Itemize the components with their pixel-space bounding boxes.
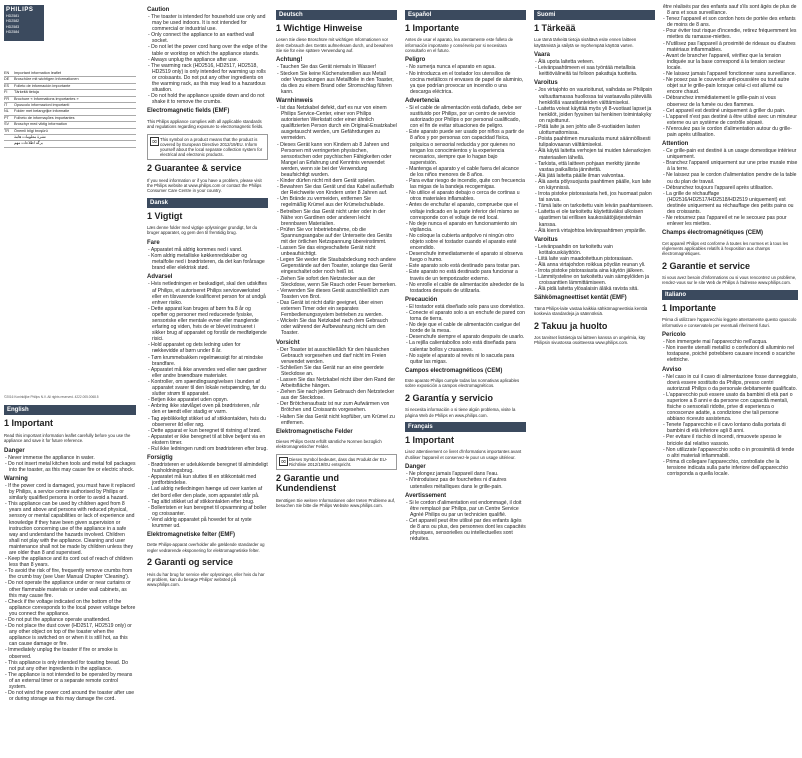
attention-heading: Attention	[662, 141, 689, 148]
toc-language-code: TR	[4, 128, 10, 133]
list-item: - Älä pidä laitetta ylösalaisin äläkä ravista sitä.	[535, 286, 639, 293]
cover-column	[0, 0, 140, 758]
fare-heading: Fare	[147, 240, 160, 247]
list-item: - Laitetta ei ole tarkoitettu käytettäväksi ulkoisen ajastimen tai erillisen kaukosäätöjärjestelmän kanssa.	[535, 209, 644, 228]
es-heading: 1 Importante	[405, 23, 460, 33]
takuu-heading: 2 Takuu ja huolto	[534, 320, 608, 331]
language-toc	[4, 71, 136, 148]
fr-garantie-heading: 2 Garantie et service	[662, 260, 751, 271]
toc-label: Folheto de informações importantes	[14, 115, 75, 120]
list-item: - Non inserite utensili metallici o confezioni di alluminio nel tostapane, poiché potrebbero causare incendi o scariche elettriche.	[663, 345, 795, 364]
list-item: - Este aparato no está destinado para funcionar a través de un temporizador externo.	[406, 269, 518, 282]
list-item: - Apparatet må ikke anvendes ved eller nær gardiner eller andre brændbare materialer.	[148, 366, 267, 379]
list-item: - Verwenden Sie dieses Gerät ausschließlich zum Toasten von Brot.	[277, 287, 390, 300]
fr-danger-heading: Danger	[405, 464, 426, 471]
toc-language-code: DE	[4, 77, 10, 82]
list-item: - Do not let the power cord hang over the edge of the table or worktop on which the appliance stands.	[148, 44, 268, 57]
precaucion-list	[405, 304, 526, 365]
varo-heading: Varoitus	[534, 236, 558, 243]
list-item: - Leivänpaahtimeen ei saa työntää metallisia keittiövälineitä tai folioon pakattuja tuotteita.	[535, 65, 638, 78]
list-item: - Este aparato puede ser usado por niños a partir de 8 años y por personas con capacidad física, psíquica o sensorial reducida y por quienes no tengan los conocimientos y la experiencia necesarios, siempre que lo hagan bajo supervisión.	[406, 129, 525, 166]
list-item: - Älä anna virtajohdon roikkua pöydän reunan yli.	[535, 262, 646, 268]
fi-heading: 1 Tärkeää	[534, 23, 576, 33]
forsigtig-list	[147, 462, 268, 529]
emf-heading: Electromagnetic fields (EMF)	[147, 108, 230, 115]
recycle-bin-icon: ⌧	[279, 457, 288, 466]
fare-list	[147, 247, 268, 271]
list-item: - Do not operate the appliance under or near curtains or other flammable materials or under wall cabinets, as this may cause fire.	[5, 580, 131, 599]
achtung-heading: Achtung!	[276, 57, 303, 64]
fi-emf-text: Tämä Philips-laite vastaa kaikkia sähkömagneettisia kenttiä koskevia standardeja ja säännöksiä.	[534, 305, 648, 317]
caution-heading: Caution	[147, 7, 170, 13]
fr-cem-text: Cet appareil Philips est conforme à toutes les normes et à tous les règlements applicables relatifs à l'exposition aux champs électromagnétiques.	[662, 240, 789, 257]
italiano-bar: Italiano	[662, 290, 798, 300]
list-item: - Der Toaster ist ausschließlich für den häuslichen Gebrauch vorgesehen und darf nicht im Freien verwendet werden.	[277, 346, 390, 365]
list-item: - Conecte el aparato solo a un enchufe de pared con toma de tierra.	[406, 309, 525, 323]
list-item: - Leivänpaahdin on tarkoitettu vain kotitalouskäyttöön.	[535, 243, 613, 256]
de-recycle-note: ⌧ Dieses Symbol bedeutet, dass das Produkt der EU-Richtlinie 2012/19/EU entspricht.	[276, 454, 397, 470]
list-item: - N'enroulez pas le cordon d'alimentation autour du grille-pain après utilisation.	[663, 125, 792, 138]
list-item: - Dette apparat kan bruges af børn fra 8 år og opefter og personer med reducerede fysiske, sensoriske eller mentale evner eller manglende erfaring og viden, hvis de er blevet instrueret i sikker brug af apparatet og forstår de medfølgende risici.	[148, 305, 267, 343]
list-item: - No deje que el cable de alimentación cuelgue del borde de la mesa.	[406, 322, 521, 335]
cem-heading: Campos electromagnéticos (CEM)	[405, 367, 503, 374]
warnhinweis-heading: Warnhinweis	[276, 97, 313, 104]
list-item: - Poista paahtimen murualusta murut säännöllisesti tulipalovaaran välttämiseksi.	[535, 136, 651, 149]
list-item: - Desenchufe siempre el aparato después de usarlo.	[406, 334, 525, 341]
fr-continued-list	[662, 4, 798, 138]
english-heading: 1 Important	[4, 418, 54, 429]
list-item: - Hold apparatet og dets ledning uden for rækkevidde af børn under 8 år.	[148, 342, 241, 355]
attention-list	[662, 148, 798, 227]
advertencia-list	[405, 105, 526, 294]
model-3: HD2583	[6, 24, 20, 29]
de-heading: 1 Wichtige Hinweise	[276, 23, 363, 33]
list-item: - Prima di collegare l'apparecchio, controllate che la tensione indicata sulla parte inferiore dell'apparecchio corrisponda a quella locale.	[663, 458, 789, 478]
list-item: - Nel caso in cui il cavo di alimentazione fosse danneggiato, dovrà essere sostituito da Philips, presso centri autorizzati Philips o da personale debitamente qualificato.	[663, 373, 798, 392]
list-item: - Halten Sie das Gerät nicht kopfüber, um Krümel zu entfernen.	[277, 413, 395, 426]
avertissement-heading: Avertissement	[405, 492, 447, 499]
list-item: - No utilice el aparato debajo o cerca de cortinas u otros materiales inflamables.	[406, 190, 520, 203]
list-item: - Tenete l'apparecchio e il cavo lontano dalla portata di bambini di età inferiore agli 8 anni.	[663, 422, 786, 435]
achtung-list	[276, 64, 397, 94]
list-item: - Immediately unplug the toaster if fire or smoke is observed.	[5, 647, 118, 660]
list-item: - Pidä laite ja sen johto alle 8-vuotiaiden lasten ulottumattomissa.	[535, 124, 641, 137]
english-danger-list	[4, 455, 136, 473]
list-item: - Ce grille-pain est destiné à un usage domestique intérieur uniquement.	[663, 148, 797, 161]
english-warning-list	[4, 483, 136, 702]
list-item: - The appliance is not intended to be operated by means of an external timer or a separate remote control system.	[5, 671, 133, 691]
garantia-heading: 2 Garantía y servicio	[405, 392, 494, 403]
toc-language-code	[4, 141, 14, 146]
espanol-bar: Español	[405, 10, 526, 20]
garantia-text: Si necesita información o si tiene algún problema, visite la página Web de Philips en www.philips.com.	[405, 407, 516, 418]
list-item: - Älä upota laitetta veteen.	[535, 59, 595, 66]
list-item: - Apparatet må aldrig kommes ned i vand.	[148, 247, 243, 254]
toc-label: Opuscolo informazioni importanti	[14, 102, 70, 107]
list-item: - Ne retournez pas l'appareil et ne le secouez pas pour enlever les miettes.	[663, 215, 787, 228]
vigtigt-heading: 1 Vigtigt	[147, 210, 183, 221]
list-item: - L'apparecchio può essere usato da bambini di età pari o superiore a 8 anni e da persone con capacità mentali, fisiche o sensoriali ridotte, prive di esperienza o conoscenze adatte, a condizione che tali persone abbiano ricevuto assistenza.	[663, 391, 793, 423]
list-item: - Do not hold the appliance upside down and do not shake it to remove the crumbs.	[148, 93, 265, 106]
list-item: - No sumerja nunca el aparato en agua.	[406, 64, 496, 71]
emf-text: This Philips appliance complies with all applicable standards and regulations regarding exposure to electromagnetic fields.	[147, 118, 264, 129]
toc-label: Important information leaflet	[14, 71, 62, 75]
list-item: - Ne laissez pas le cordon d'alimentation pendre de la table ou du plan de travail.	[663, 172, 797, 185]
toc-label: Broschüre mit wichtigen Informationen	[14, 77, 79, 82]
english-section	[4, 405, 136, 702]
list-item: - Betreiben Sie das Gerät nicht unter oder in der Nähe von Gardinen oder anderen leicht brennbaren Materialien.	[277, 208, 386, 227]
list-item: - Stecken Sie keine Küchenutensilien aus Metall oder Verpackungen aus Metallfolie in den Toaster, da dies zu einem Brand oder Stromschlag führen kann.	[277, 70, 394, 95]
toc-label: Önemli bilgi broşürü	[14, 128, 48, 133]
fr-garantie-text: Si vous avez besoin d'informations ou si vous rencontrez un problème, rendez-vous sur le site Web de Philips à l'adresse www.philips.com.	[662, 275, 797, 286]
brand-block	[4, 5, 44, 41]
list-item: - Si el cable de alimentación está dañado, debe ser sustituido por Philips, por un centro de servicio autorizado por Philips o por personal cualificado, con el fin de evitar situaciones de peligro.	[406, 104, 522, 130]
list-item: - Ne laissez jamais l'appareil fonctionner sans surveillance.	[663, 71, 796, 78]
list-item: - Bewahren Sie das Gerät und das Kabel außerhalb der Reichweite von Kindern unter 8 Jahren auf.	[277, 184, 394, 197]
guarantee-heading: 2 Guarantee & service	[147, 163, 242, 174]
varoitus-list	[534, 87, 655, 233]
list-item: - Schließen Sie das Gerät nur an eine geerdete Steckdose an.	[277, 364, 384, 377]
de-emf-heading: Elektromagnetische Felder	[276, 428, 353, 435]
es-intro: Antes de usar el aparato, lea atentamente este folleto de información importante y consérvelo por si necesitara consultarlo en el futuro.	[405, 37, 513, 53]
recycle-note: ⌧ This symbol on a product means that the product is covered by European Directive 2012/19/EU. Inform yourself about the local separate collection system for electrical and electronic products.	[147, 134, 268, 161]
list-item: - Hvis netledningen er beskadiget, skal den udskiftes af Philips, et autoriseret Philips serviceværksted eller en tilsvarende kvalificeret person for at undgå enhver risiko.	[148, 281, 267, 306]
list-item: - Avant de brancher l'appareil, vérifiez que la tension indiquée sur la base correspond à la tension secteur locale.	[663, 52, 786, 71]
list-item: - Apparatet må kun sluttes til en stikkontakt med jordforbindelse.	[148, 474, 257, 487]
list-item: - Tauchen Sie das Gerät niemals in Wasser!	[277, 64, 377, 71]
list-item: - Ziehen Sie nach jedem Gebrauch den Netzstecker aus der Steckdose.	[277, 389, 395, 402]
model-4: HD2584	[6, 30, 20, 35]
list-item: - This appliance can be used by children aged from 8 years and above and persons with reduced physical, sensory or mental capabilities or lack of experience and knowledge if they have been given supervision or instruction concerning use of the appliance in a safe way and understand the hazards involved. Children shall not play with the appliance. Cleaning and user maintenance shall not be made by children unless they are older than 8 and supervised.	[5, 501, 135, 556]
list-item: - El tostador está diseñado solo para uso doméstico.	[406, 303, 525, 310]
philips-logo: PHILIPS	[6, 7, 34, 13]
list-item: - Bollerristen er kun beregnet til opvarmning af boller og croissanter.	[148, 504, 267, 517]
list-item: - Per evitare il rischio di incendi, rimuovete spesso le briciole dal relativo vassoio.	[663, 434, 782, 447]
varoitus-heading: Varoitus	[534, 80, 558, 87]
list-item: - Débranchez toujours l'appareil après utilisation.	[663, 184, 773, 191]
list-item: - Do not wind the power cord around the toaster after use or during storage as this may damage the cord.	[5, 690, 135, 703]
list-item: - Si le cordon d'alimentation est endommagé, il doit être remplacé par Philips, par un Centre Service Agréé Philips ou par un technicien qualifié.	[406, 499, 522, 518]
warnhinweis-list	[276, 105, 397, 337]
list-item: - Always unplug the appliance after use.	[148, 56, 239, 63]
list-item: - No sujete el aparato al revés ni lo sacuda para quitar las migas.	[406, 352, 515, 365]
toc-label: Folleto de información importante	[14, 83, 71, 88]
toc-language-code: NL	[4, 109, 9, 114]
suomi-bar: Suomi	[534, 10, 655, 20]
toc-language-code: IT	[4, 102, 8, 107]
list-item: - Tag øjeblikkeligt stikket ud af stikkontakten, hvis du observerer ild eller røg.	[148, 415, 266, 428]
emf-da-heading: Elektromagnetiske felter (EMF)	[147, 532, 236, 539]
list-item: - Legen Sie weder die Staubabdeckung noch andere Gegenstände auf den Toaster, solange das Gerät eingeschaltet oder noch heiß ist.	[277, 257, 396, 276]
emf-da-text: Dette Philips-apparat overholder alle gældende standarder og regler vedrørende eksponering for elektromagnetiske felter.	[147, 542, 265, 553]
fi-intro: Lue tämä tärkeitä tietoja sisältävä esite ennen laitteen käyttämistä ja säilytä se myöhempää käyttöä varten.	[534, 37, 637, 48]
toc-language-code: SV	[4, 122, 10, 127]
toc-label: نشرة معلومات هامة	[14, 134, 46, 139]
fr-cem-heading: Champs électromagnétiques (CEM)	[662, 230, 764, 237]
english-bar: English	[4, 405, 136, 415]
list-item: - Cet appareil peut être utilisé par des enfants âgés de 8 ans ou plus, des personnes dont les capacités physiques, sensorielles ou intellectuelles sont réduites.	[406, 517, 526, 543]
garanti-text: Hvis du har brug for service eller oplysninger, eller hvis du har et problem, kan du besøge Philips' websted på www.philips.com.	[147, 571, 265, 588]
list-item: - Irrota pistoke pistorasiasta aina käytön jälkeen.	[535, 268, 645, 275]
fi-emf-heading: Sähkömagneettiset kentät (EMF)	[534, 295, 627, 302]
list-item: - Dette apparat er kun beregnet til ristning af brød.	[148, 427, 261, 434]
list-item: - No deje nunca el aparato en funcionamiento sin vigilancia.	[406, 220, 518, 233]
model-2: HD2582	[6, 19, 20, 24]
de-intro: Lesen Sie diese Broschüre mit wichtigen Informationen vor dem Gebrauch des Geräts aufmerksam durch, und bewahren Sie sie für eine spätere Verwendung auf.	[276, 37, 394, 53]
column-2	[145, 0, 270, 758]
list-item: - Kontroller, om spændingsangivelsen i bunden af apparatet svarer til den lokale netspænding, før du slutter strøm til apparatet.	[148, 378, 266, 398]
list-item: - Lämmitysteline on tarkoitettu vain sämpylöiden ja croissanttien lämmittämiseen.	[535, 274, 650, 287]
list-item: - Der Brötchenaufsatz ist nur zum Aufwärmen von Brötchen und Croissants vorgesehen.	[277, 401, 390, 414]
list-item: - Keep the appliance and its cord out of reach of children less than 8 years.	[5, 556, 133, 569]
list-item: - Non immergete mai l'apparecchio nell'acqua.	[663, 339, 768, 346]
list-item: - This appliance is only intended for toasting bread. Do not put any other ingredients in the appliance.	[5, 659, 129, 672]
avertissement-list	[405, 500, 526, 543]
toc-label: Folder met belangrijke informatie	[14, 109, 70, 114]
list-item: - Mantenga el aparato y el cable fuera del alcance de los niños menores de 8 años.	[406, 165, 519, 178]
list-item: - L'appareil n'est pas destiné à être utilisé avec un minuteur externe ou un système de contrôle séparé.	[663, 113, 797, 126]
toc-language-code: PT	[4, 115, 9, 120]
advarsel-list	[147, 281, 268, 452]
list-item: - Ne plongez jamais l'appareil dans l'eau.	[406, 471, 499, 478]
fr-danger-list	[405, 471, 526, 489]
list-item: - No enrolle el cable de alimentación alrededor de la tostadora después de utilizarla.	[406, 281, 524, 294]
vorsicht-list	[276, 347, 397, 426]
list-item: - Check if the voltage indicated on the bottom of the appliance corresponds to the local power voltage before you connect the appliance.	[5, 598, 136, 617]
list-item: - Rul ikke ledningen rundt om brødristeren efter brug.	[148, 445, 268, 452]
guarantee-text: If you need information or if you have a problem, please visit the Philips website at www.philips.com or contact the Philips Consumer Care Centre in your country.	[147, 177, 262, 194]
list-item: - Apparatet er ikke beregnet til at blive betjent via en ekstern timer.	[148, 433, 266, 446]
english-danger-heading: Danger	[4, 447, 25, 454]
list-item: - Jos virtajohto on vaurioitunut, vaihdata se Philipsin valtuuttamassa huollossa tai vastaavalla pätevällä henkilöllä vaaratilanteiden välttämiseksi.	[535, 87, 653, 106]
list-item: - Laitetta voivat käyttää myös yli 8-vuotiaat lapset ja henkilöt, joiden fyysinen tai henkinen toimintakyky on rajoittunut.	[535, 105, 652, 124]
column-5	[532, 0, 657, 758]
pericolo-list	[662, 339, 798, 363]
toc-label: برگه اطلاعات مهم	[14, 141, 43, 146]
toc-language-code: EN	[4, 71, 10, 75]
list-item: - N'introduisez pas de fourchettes ni d'autres ustensiles métalliques dans le grille-pain.	[406, 477, 507, 490]
garanti-heading: 2 Garanti og service	[147, 557, 234, 568]
fr-heading: 1 Important	[405, 435, 455, 446]
list-item: - Kom aldrig metalliske køkkenredskaber og metalfolie ned i brødristeren, da det kan forårsage brand eller elektrisk stød.	[148, 253, 265, 272]
list-item: - Desenchufe inmediatamente el aparato si observa fuego o humo.	[406, 251, 523, 264]
list-item: - Irrota pistoke pistorasiasta heti, jos huomaat palon tai savua.	[535, 191, 652, 204]
list-item: - Lassen Sie das eingeschaltete Gerät nicht unbeaufsichtigt.	[277, 245, 376, 258]
copyright-text: ©2016 Koninklijke Philips N.V. All rights reserved. 4222.005.0068.5	[4, 394, 99, 399]
caution-list	[147, 14, 268, 105]
list-item: - The warming rack (HD2516, HD2517, HD2518, HD2519 only) is only intended for warming up rolls or croissants. Do not put any other ingredients on the warming rack, as this may lead to a hazardous situation.	[148, 62, 266, 94]
vigtigt-text: Læs denne folder med vigtige oplysninger grundigt, før du bruger apparatet, og gem den til fremtidig brug.	[147, 225, 258, 236]
list-item: - Pour éviter tout risque d'incendie, retirez fréquemment les miettes du ramasse-miettes.	[663, 28, 797, 41]
list-item: - To avoid the risk of fire, frequently remove crumbs from the crumb tray (see User Manual Chapter 'Cleaning').	[5, 568, 133, 581]
list-item: - Betjen ikke apparatet uden opsyn.	[148, 397, 229, 404]
list-item: - La grille de réchauffage (HD2516/HD2517/HD2518/HD2519 uniquement) est destinée uniquement au réchauffage des petits pains ou des croissants.	[663, 190, 794, 215]
list-item: - Lassen Sie das Netzkabel nicht über den Rand der Arbeitsfläche hängen.	[277, 376, 396, 390]
cem-text: Este aparato Philips cumple todas las normativas aplicables sobre exposición a campos electromagnéticos.	[405, 378, 520, 389]
toc-row	[4, 141, 136, 147]
list-item: - Cet appareil est destiné uniquement à griller du pain.	[663, 107, 786, 114]
list-item: - Anbring ikke støvlåget oven på brødristeren, når den er tændt eller stadig er varm.	[148, 403, 260, 416]
list-item: - Das Gerät ist nicht dafür geeignet, über einen externen Timer oder ein separates Fernbedienungssystem betrieben zu werden.	[277, 299, 383, 319]
list-item: - Älä käytä laitetta verhojen tai muiden tulenarkojen materiaalien lähellä.	[535, 148, 651, 161]
list-item: - The toaster is intended for household use only and may be used indoors. It is not intended for commercial or industrial use.	[148, 14, 266, 33]
column-3	[274, 0, 399, 758]
list-item: - Dieses Gerät kann von Kindern ab 8 Jahren und Personen mit verringerten physischen, sensorischen oder psychischen Fähigkeiten oder Mangel an Erfahrung und Kenntnis verwendet werden, wenn sie bei der Verwendung beaufsichtigt wurden.	[277, 141, 392, 178]
list-item: - Ist das Netzkabel defekt, darf es nur von einem Philips Service-Center, einer von Philips autorisierten Werkstatt oder einer ähnlich qualifizierten Person durch ein Original-Ersatzkabel ausgetauscht werden, um Gefährdungen zu vermeiden.	[277, 104, 397, 142]
list-item: - Kinder dürfen nicht mit dem Gerät spielen.	[277, 178, 376, 185]
list-item: - La rejilla calientabollos solo está diseñada para calentar bollos y cruasanes.	[406, 340, 516, 353]
list-item: - Tämä laite on tarkoitettu vain leivän paahtamiseen.	[535, 203, 653, 210]
list-item: - Para evitar riesgo de incendio, quite con frecuencia las migas de la bandeja recogemigas.	[406, 178, 525, 191]
list-item: - Antes de enchufar el aparato, compruebe que el voltaje indicado en la parte inferior del mismo se corresponde con el voltaje de red local.	[406, 202, 520, 221]
vaara-heading: Vaara	[534, 52, 551, 59]
list-item: - N'utilisez pas l'appareil à proximité de rideaux ou d'autres matériaux inflammables.	[663, 40, 796, 53]
list-item: - Never immerse the appliance in water.	[5, 454, 95, 461]
column-6	[660, 0, 800, 758]
takuu-text: Jos tarvitset lisätietoja tai laitteen kanssa on ongelmia, käy Philipsin sivustossa osoitteessa www.philips.com.	[534, 334, 646, 346]
vorsicht-heading: Vorsicht	[276, 339, 300, 346]
forsigtig-heading: Forsigtig	[147, 455, 173, 462]
english-warning-heading: Warning	[4, 475, 28, 482]
list-item: - Um Brände zu vermeiden, entfernen Sie regelmäßig Krümel aus der Krümelschublade.	[277, 196, 385, 209]
column-4	[403, 0, 528, 758]
toc-label: Broschyr med viktig information	[14, 122, 67, 127]
list-item: - Brødristeren er udelukkende beregnet til almindeligt husholdningsbrug.	[148, 462, 268, 475]
recycle-bin-icon: ⌧	[150, 137, 159, 146]
advarsel-heading: Advarsel	[147, 274, 173, 281]
list-item: - Este aparato solo está destinado para tostar pan.	[406, 263, 521, 270]
toc-language-code: FR	[4, 96, 10, 101]
garantie-heading: 2 Garantie und Kundendienst	[276, 473, 340, 494]
fr-intro: Lisez attentivement ce livret d'informations importantes avant d'utiliser l'appareil et conservez-le pour un usage ultérieur.	[405, 449, 522, 460]
list-item: - Only connect the appliance to an earthed wall socket.	[148, 32, 255, 45]
list-item: - Do not insert metal kitchen tools and metal foil packages into the toaster, as this may cause fire or electric shock.	[5, 460, 136, 473]
francais-bar: Français	[405, 422, 526, 432]
list-item: - Prüfen Sie vor Inbetriebnahme, ob die Spannungsangabe auf der Unterseite des Geräts mit der örtlichen Netzspannung übereinstimmt.	[277, 226, 393, 246]
peligro-heading: Peligro	[405, 57, 426, 64]
list-item: - Liitä laite vain maadoitettuun pistorasiaan.	[535, 255, 633, 262]
varo-list	[534, 244, 655, 293]
list-item: - Branchez l'appareil uniquement sur une prise murale mise à la terre.	[663, 160, 798, 173]
toc-language-code: FI	[4, 90, 8, 95]
list-item: - Älä jätä laitetta päälle ilman valvontaa.	[535, 172, 625, 179]
list-item: - No introduzca en el tostador los utensilios de cocina metálicos ni envases de papel de aluminio, ya que podrían provocar un incendio o una descarga eléctrica.	[406, 70, 524, 95]
list-item: - Ziehen Sie sofort den Netzstecker aus der Steckdose, wenn Sie Rauch oder Feuer bemerken.	[277, 275, 397, 288]
peligro-list	[405, 64, 526, 94]
list-item: - Débranchez immédiatement le grille-pain si vous observez de la fumée ou des flammes.	[663, 95, 776, 108]
pericolo-heading: Pericolo	[662, 332, 686, 339]
dansk-bar: Dansk	[147, 198, 268, 208]
deutsch-bar: Deutsch	[276, 10, 397, 20]
avviso-list	[662, 374, 798, 478]
toc-language-code	[4, 135, 14, 140]
list-item: - If the power cord is damaged, you must have it replaced by Philips, a service centre authorised by Philips or similarly qualified persons in order to avoid a hazard.	[5, 482, 135, 502]
list-item: - Älä aseta pölysuojusta paahtimen päälle, kun laite on käynnissä.	[535, 178, 652, 191]
precaucion-heading: Precaución	[405, 296, 438, 303]
it-intro: Prima di utilizzare l'apparecchio leggete attentamente questo opuscolo informativo e conservatelo per eventuali riferimenti futuri.	[662, 317, 797, 328]
list-item: être réalisés par des enfants sauf s'ils sont âgés de plus de 8 ans et sous surveillance.	[663, 4, 797, 17]
list-item: - Tenez l'appareil et son cordon hors de portée des enfants de moins de 8 ans.	[663, 16, 796, 29]
list-item: - Non utilizzate l'apparecchio sotto o in prossimità di tende o altri materiali infiammabili.	[663, 446, 795, 459]
list-item: - Wickeln Sie das Netzkabel nach dem Gebrauch oder während der Aufbewahrung nicht um den Toaster.	[277, 318, 388, 337]
list-item: - Tøm krummebakken regelmæssigt for at mindske brandfare.	[148, 354, 264, 367]
list-item: - Do not put the appliance operate unattended.	[5, 617, 111, 624]
vaara-list	[534, 59, 655, 77]
toc-label: Tärkeitä tietoja	[14, 90, 39, 95]
list-item: - Tarkista, että laitteen pohjaan merkitty jännite vastaa paikallista jännitettä.	[535, 160, 640, 173]
list-item: - Ne posez pas le couvercle anti-poussière ou tout autre objet sur le grille-pain lorsque celui-ci est allumé ou encore chaud.	[663, 77, 790, 96]
list-item: - Vend aldrig apparatet på hovedet for at ryste krummer ud.	[148, 516, 252, 530]
toc-language-code: ES	[4, 83, 10, 88]
list-item: - No coloque la cubierta antipolvo ni ningún otro objeto sobre el tostador cuando el aparato esté encendido.	[406, 232, 517, 252]
garantie-text: Benötigen Sie weitere Informationen oder treten Probleme auf, besuchen Sie bitte die Philips Website www.philips.com.	[276, 497, 396, 508]
advertencia-heading: Advertencia	[405, 97, 440, 104]
avviso-heading: Avviso	[662, 366, 682, 373]
list-item: - Älä kierrä virtajohtoa leivänpaahtimen ympärille.	[535, 227, 647, 234]
de-emf-text: Dieses Philips Gerät erfüllt sämtliche Normen bezüglich elektromagnetischer Felder.	[276, 439, 382, 450]
model-1: HD2581	[6, 14, 20, 18]
list-item: - Tag altid stikket ud af stikkontakten efter brug.	[148, 498, 255, 505]
list-item: - Do not place the dust cover (HD2517, HD2519 only) or any other object on top of the toaster when the appliance is switched on or when it is still hot, as this can cause damage or fire.	[5, 623, 132, 648]
toc-label: Brochure « Informations importantes »	[14, 96, 79, 101]
list-item: - Lad aldrig netledningen hænge ud over kanten af det bord eller den plade, som apparatet står på.	[148, 486, 263, 499]
english-intro: Read this important information leaflet carefully before you use the appliance and save it for future reference.	[4, 432, 131, 444]
it-heading: 1 Importante	[662, 302, 717, 313]
